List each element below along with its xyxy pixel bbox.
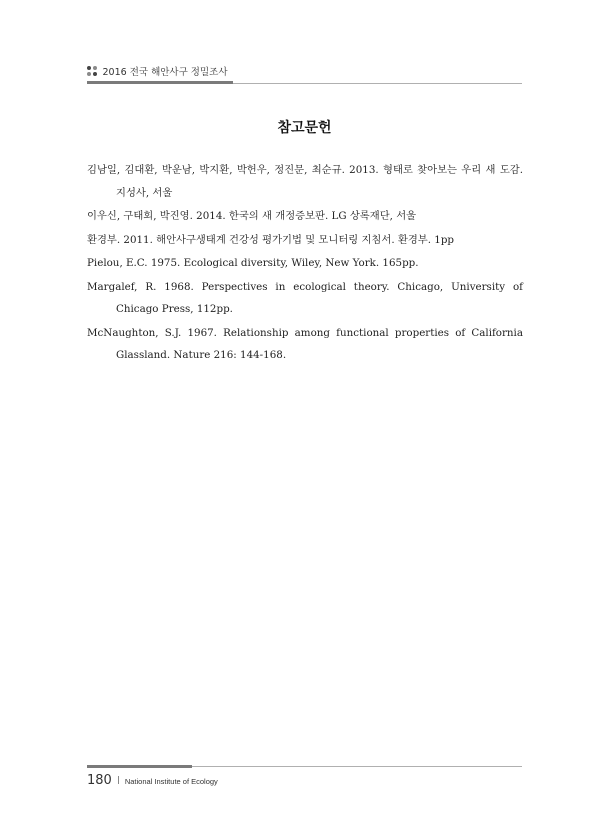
footer-rule-thin <box>192 766 522 767</box>
reference-list <box>87 159 523 368</box>
reference-item: 이우신, 구태회, 박진영. 2014. 한국의 새 개정증보판. LG 상록재단, 서울 <box>87 210 417 222</box>
running-header <box>87 64 228 78</box>
dot <box>87 72 91 76</box>
header-dots-icon <box>87 66 97 76</box>
footer-rule-thick <box>87 765 192 768</box>
page-footer <box>87 773 218 788</box>
dot <box>87 66 91 70</box>
dot <box>93 66 97 70</box>
section-title: 참고문헌 <box>277 120 332 136</box>
reference-item: 환경부. 2011. 해안사구생태계 건강성 평가기법 및 모니터링 지침서. 환경부. 1pp <box>87 233 454 246</box>
footer-separator <box>118 776 119 784</box>
reference-item: Pielou, E.C. 1975. Ecological diversity, Wiley, New York. 165pp. <box>87 257 419 269</box>
dot <box>93 72 97 76</box>
institute-name: National Institute of Ecology <box>124 777 218 786</box>
header-rule-thin <box>233 83 522 84</box>
reference-item: Margalef, R. 1968. Perspectives in ecological theory. Chicago, University of Chicago Press, 112pp. <box>87 280 523 315</box>
header-rule-thick <box>87 81 233 84</box>
reference-item: McNaughton, S.J. 1967. Relationship among functional properties of California Glassland. Nature 216: 144-168. <box>87 326 523 361</box>
reference-item: 김남일, 김대환, 박운남, 박지환, 박헌우, 정진문, 최순규. 2013. 형태로 찾아보는 우리 새 도감. 지성사, 서울 <box>87 164 523 199</box>
running-title: 2016 전국 해안사구 정밀조사 <box>102 67 228 78</box>
page-number: 180 <box>87 773 112 788</box>
